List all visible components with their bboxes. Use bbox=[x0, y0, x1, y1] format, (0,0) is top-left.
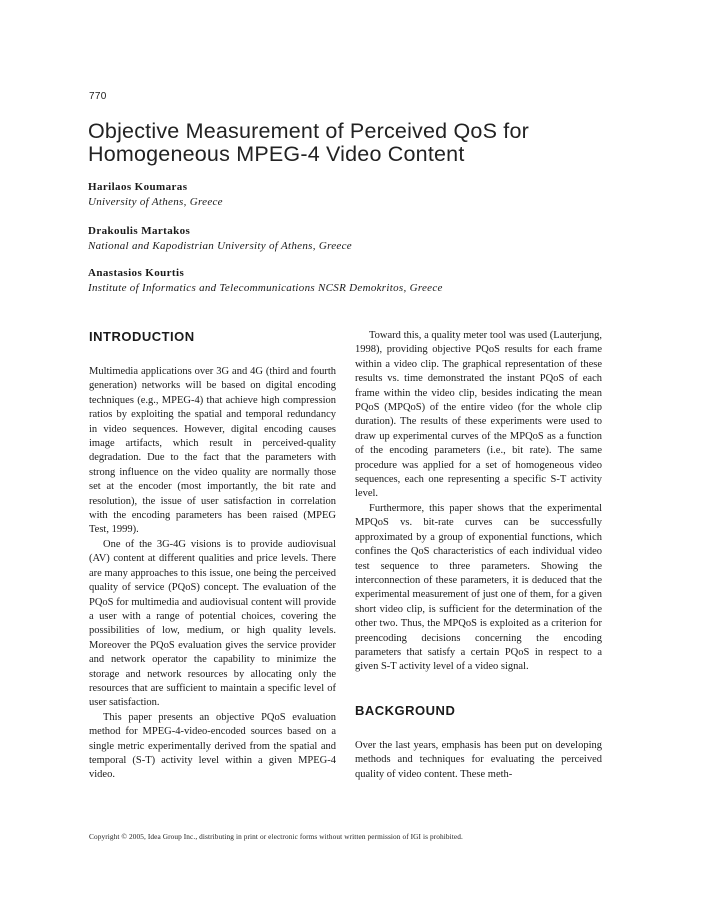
left-column bbox=[89, 329, 336, 783]
author-block bbox=[88, 180, 223, 210]
body-paragraph: Multimedia applications over 3G and 4G (third and fourth generation) networks will be based on digital encoding techniques (e.g., MPEG-4) that achieve high compression ratios by exploiting the spatial and temporal redundancy in video sequences. However, digital encoding causes image artifacts, which result in perceived-quality degradation. Due to the fact that the parameters with strong influence on the video quality are normally those set at the encoder (most importantly, the bit rate and resolution), the issue of user satisfaction in correlation with the encoding parameters has been raised (MPEG Test, 1999). bbox=[89, 366, 336, 536]
author-block bbox=[88, 266, 443, 296]
right-column bbox=[355, 329, 602, 782]
author-name: Drakoulis Martakos bbox=[88, 225, 191, 237]
author-affiliation: National and Kapodistrian University of Athens, Greece bbox=[88, 240, 352, 252]
author-name: Anastasios Kourtis bbox=[88, 267, 185, 279]
author-affiliation: University of Athens, Greece bbox=[88, 196, 223, 208]
body-paragraph: Furthermore, this paper shows that the experimental MPQoS vs. bit-rate curves can be successfully approximated by a group of exponential functions, which confines the QoS characteristics of each individual video test sequence to three parameters. Showing the interconnection of these parameters, it is deduced that the experimental measurement of just one of them, for a given short video clip, is sufficient for the determination of the other two. Thus, the MPQoS is exploited as a criterion for preencoding decisions concerning the encoding parameters that satisfy a certain PQoS in respect to a given S-T activity level of a video signal. bbox=[355, 502, 602, 673]
author-name: Harilaos Koumaras bbox=[88, 181, 188, 193]
body-paragraph: One of the 3G-4G visions is to provide audiovisual (AV) content at different qualities and price levels. There are many approaches to this issue, one being the perceived quality of service (PQoS) concept. The evaluation of the PQoS for multimedia and audiovisual content will provide a user with a range of potential choices, covering the possibilities of low, medium, or high quality levels. Moreover the PQoS evaluation gives the service provider and network operator the capability to minimize the storage and network resources by allocating only the resources that are sufficient to maintain a specific level of user satisfaction. bbox=[89, 538, 336, 709]
paper-title: Objective Measurement of Perceived QoS for Homogeneous MPEG-4 Video Content bbox=[88, 119, 529, 166]
body-paragraph: Over the last years, emphasis has been put on developing methods and techniques for evaluating the perceived quality of video content. These meth- bbox=[355, 739, 602, 780]
body-paragraph: Toward this, a quality meter tool was used (Lauterjung, 1998), providing objective PQoS results for each frame within a video clip. The graphical representation of these results vs. time demonstrated the instant PQoS of each frame within the video clip, besides indicating the mean PQoS (MPQoS) of the entire video (for the whole clip duration). The results of these experiments were used to draw up experimental curves of the MPQoS as a function of the encoding parameters (i.e., bit rate). The same procedure was applied for a set of homogeneous video sequences, each one representing a specific S-T activity level. bbox=[355, 330, 602, 500]
author-block bbox=[88, 224, 352, 254]
author-affiliation: Institute of Informatics and Telecommunications NCSR Demokritos, Greece bbox=[88, 282, 443, 294]
body-paragraph: This paper presents an objective PQoS evaluation method for MPEG-4-video-encoded sources based on a single metric experimentally derived from the spatial and temporal (S-T) activity level within a given MPEG-4 video. bbox=[89, 711, 336, 781]
introduction-heading: INTRODUCTION bbox=[89, 329, 195, 344]
background-heading: BACKGROUND bbox=[355, 702, 456, 718]
page-number: 770 bbox=[89, 91, 107, 102]
copyright-notice: Copyright © 2005, Idea Group Inc., distributing in print or electronic forms without written permission of IGI is prohibited. bbox=[89, 832, 463, 841]
